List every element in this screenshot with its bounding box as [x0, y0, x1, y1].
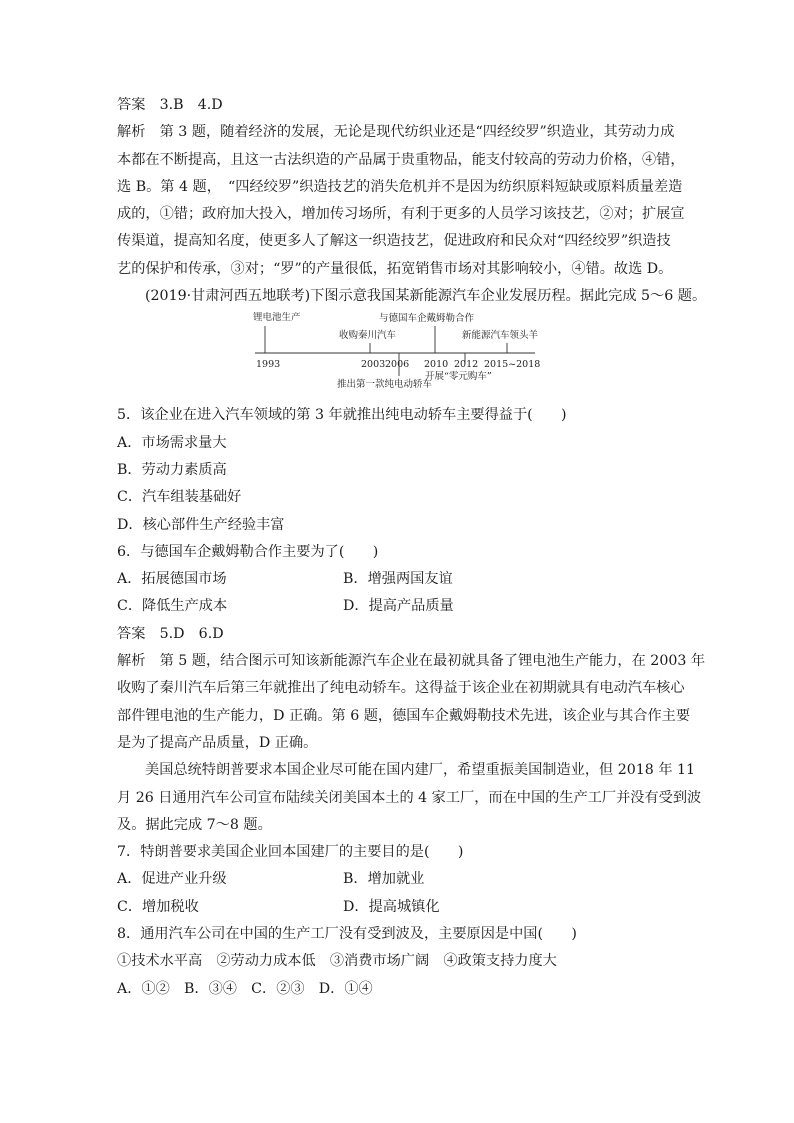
question-8-stem: 8．通用汽车公司在中国的生产工厂没有受到波及，主要原因是中国( ) — [117, 926, 577, 943]
question-6-option-d: D．提高产品质量 — [343, 598, 454, 615]
document-page — [117, 92, 707, 1003]
analysis-3-4-line-3: 选 B。第 4 题， “四经绞罗”织造技艺的消失危机并不是因为纺织原料短缺或原料质量差造 — [117, 178, 683, 195]
question-7-option-c: C．增加税收 — [117, 898, 199, 915]
analysis-5-6-line-1: 解析 第 5 题，结合图示可知该新能源汽车企业在最初就具备了锂电池生产能力，在 2003 年 — [117, 653, 706, 670]
passage-7-8-line-1: 美国总统特朗普要求本国企业尽可能在国内建厂，希望重振美国制造业，但 2018 年 11 — [145, 762, 696, 779]
analysis-3-4-line-4: 成的，①错；政府加大投入，增加传习场所，有利于更多的人员学习该技艺，②对；扩展宣 — [117, 206, 685, 223]
question-5-stem: 5．该企业在进入汽车领域的第 3 年就推出纯电动轿车主要得益于( ) — [117, 407, 567, 424]
question-5-option-c: C．汽车组装基础好 — [117, 489, 242, 506]
event-1993: 锂电池生产 — [253, 312, 301, 324]
analysis-3-4-line-5: 传渠道，提高知名度，使更多人了解这一织造技艺，促进政府和民众对“四经绞罗”织造技 — [117, 233, 671, 250]
question-6-option-a: A．拓展德国市场 — [117, 571, 227, 588]
intro-5-6: (2019·甘肃河西五地联考)下图示意我国某新能源汽车企业发展历程。据此完成 5～6 题。 — [145, 288, 707, 305]
question-5-option-a: A．市场需求量大 — [117, 434, 227, 451]
question-7-option-a: A．促进产业升级 — [117, 871, 227, 888]
question-8-items: ①技术水平高 ②劳动力成本低 ③消费市场广阔 ④政策支持力度大 — [117, 953, 557, 970]
question-7-stem: 7．特朗普要求美国企业回本国建厂的主要目的是( ) — [117, 844, 464, 861]
event-2006: 推出第一款纯电动轿车 — [337, 379, 433, 391]
question-7-options-row-2 — [117, 894, 682, 921]
event-2015-2018: 新能源汽车领头羊 — [462, 330, 539, 342]
event-2012: 开展“零元购车” — [425, 371, 492, 383]
analysis-5-6-line-4: 是为了提高产品质量，D 正确。 — [117, 734, 318, 751]
timeline-figure — [117, 312, 682, 398]
year-2006: 2006 — [385, 359, 410, 371]
answer-5-6: 答案 5.D 6.D — [117, 625, 224, 642]
question-7-options-row-1 — [117, 866, 682, 893]
event-2003: 收购秦川汽车 — [339, 330, 397, 342]
question-8-options: A．①② B．③④ C．②③ D．①④ — [117, 980, 373, 997]
question-7-option-b: B．增加就业 — [343, 871, 425, 888]
question-6-options-row-2 — [117, 593, 682, 620]
question-7-option-d: D．提高城镇化 — [343, 898, 440, 915]
passage-7-8-line-2: 月 26 日通用汽车公司宣布陆续关闭美国本土的 4 家工厂，而在中国的生产工厂并没有受到波 — [117, 789, 702, 806]
question-5-option-b: B．劳动力素质高 — [117, 461, 227, 478]
passage-7-8-line-3: 及。据此完成 7～8 题。 — [117, 816, 272, 833]
question-6-options-row-1 — [117, 566, 682, 593]
year-2015-2018: 2015~2018 — [484, 359, 541, 371]
year-2010: 2010 — [424, 359, 449, 371]
development-timeline — [117, 312, 682, 398]
analysis-5-6-line-2: 收购了秦川汽车后第三年就推出了纯电动轿车。这得益于该企业在初期就具有电动汽车核心 — [117, 680, 685, 697]
year-2012: 2012 — [454, 359, 479, 371]
question-6-option-c: C．降低生产成本 — [117, 598, 228, 615]
question-6-stem: 6．与德国车企戴姆勒合作主要为了( ) — [117, 543, 379, 560]
year-2003: 2003 — [361, 359, 386, 371]
question-6-option-b: B．增强两国友谊 — [343, 571, 453, 588]
analysis-5-6-line-3: 部件锂电池的生产能力，D 正确。第 6 题，德国车企戴姆勒技术先进，该企业与其合作主要 — [117, 707, 691, 724]
analysis-3-4-line-6: 艺的保护和传承，③对；“罗”的产量很低，拓宽销售市场对其影响较小，④错。故选 D。 — [117, 260, 673, 277]
year-1993: 1993 — [256, 359, 281, 371]
answer-3-4: 答案 3.B 4.D — [117, 97, 223, 113]
question-5-option-d: D．核心部件生产经验丰富 — [117, 516, 285, 533]
analysis-3-4-line-2: 本都在不断提高，且这一古法织造的产品属于贵重物品，能支付较高的劳动力价格，④错， — [117, 151, 685, 168]
analysis-3-4-line-1: 解析 第 3 题，随着经济的发展，无论是现代纺织业还是“四经绞罗”织造业，其劳动力成 — [117, 124, 675, 141]
event-2010: 与德国车企戴姆勒合作 — [379, 313, 475, 325]
